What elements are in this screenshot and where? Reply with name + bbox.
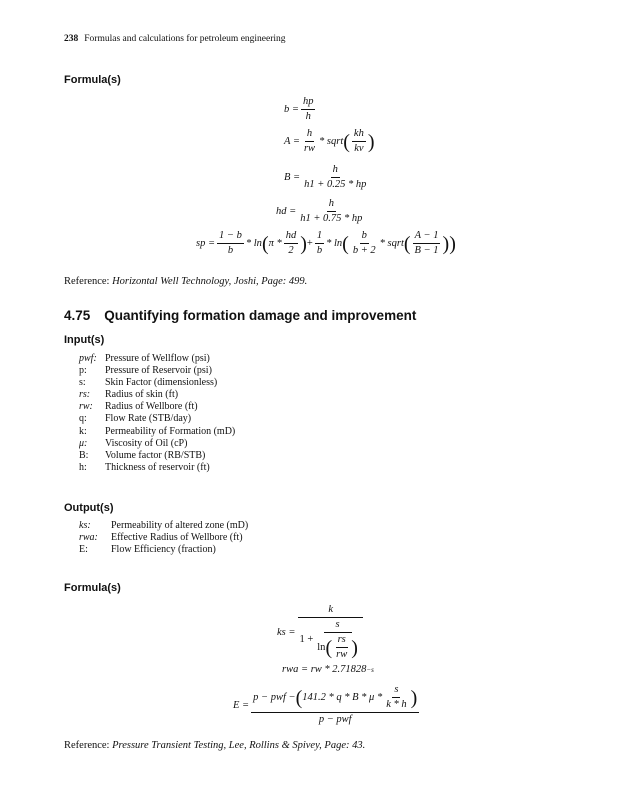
output-heading: Output(s)	[64, 502, 114, 514]
equation-ks: ks = k 1 + s ln ( $\frac{rs}{rw}$ )	[277, 604, 366, 661]
output-item: rwa: Effective Radius of Wellbore (ft)	[79, 532, 243, 544]
input-item: B: Volume factor (RB/STB)	[79, 449, 206, 461]
reference-2-source: Pressure Transient Testing, Lee, Rollins & Spivey, Page: 43.	[112, 740, 366, 751]
section-heading	[64, 308, 416, 323]
output-list	[79, 520, 248, 556]
section-number: 4.75	[64, 308, 91, 323]
equation-E: E = p − pwf − ( 141.2 * q * B * μ * $\frac{s}{k * h}$ ) p − pwf	[233, 684, 418, 725]
reference-2: Reference: Pressure Transient Testing, Lee, Rollins & Spivey, Page: 43.	[64, 740, 366, 751]
section-title: Quantifying formation damage and improvement	[104, 308, 417, 323]
equation-a: A = $\frac{h}{rw}$ * sqrt ( $\frac{kh}{kv}$ )	[284, 128, 375, 154]
formula-heading-2: Formula(s)	[64, 582, 121, 594]
input-item: p: Pressure of Reservoir (psi)	[79, 365, 212, 377]
reference-1: Reference: Horizontal Well Technology, Joshi, Page: 499.	[64, 276, 308, 287]
input-item: h: Thickness of reservoir (ft)	[79, 461, 210, 473]
input-item: k: Permeability of Formation (mD)	[79, 425, 236, 437]
equation-b: b = $\frac{hp}{h}$	[284, 96, 314, 122]
running-title: Formulas and calculations for petroleum engineering	[84, 34, 286, 44]
input-item: rw: Radius of Wellbore (ft)	[79, 401, 198, 413]
input-item: rs: Radius of skin (ft)	[79, 389, 179, 401]
reference-1-source: Horizontal Well Technology, Joshi, Page: 499.	[112, 276, 308, 287]
input-item: s: Skin Factor (dimensionless)	[79, 377, 218, 389]
running-header	[64, 34, 286, 44]
equation-sp: sp = $\frac{1 - b}{b}$ * ln ( π * $\frac{hd}{2}$ ) + $\frac{1}{b}$ * ln ( $\frac{b}{b + 2}$ * sqrt ( $\frac{A - 1}{B - 1}$ ))	[196, 230, 456, 256]
formula-heading-1: Formula(s)	[64, 74, 121, 86]
input-heading: Input(s)	[64, 334, 105, 346]
output-item: ks: Permeability of altered zone (mD)	[79, 520, 249, 531]
equation-B: B = $\frac{h}{h1 + 0.25 * hp}$	[284, 164, 367, 190]
equation-rwa: rwa = rw * 2.71828 −s	[282, 664, 374, 675]
output-item: E: Flow Efficiency (fraction)	[79, 544, 216, 556]
input-list	[79, 353, 235, 474]
page-number: 238	[64, 34, 79, 44]
equation-hd: hd = $\frac{h}{h1 + 0.75 * hp}$	[276, 198, 363, 224]
input-item: pwf: Pressure of Wellflow (psi)	[79, 353, 210, 364]
input-item: μ: Viscosity of Oil (cP)	[79, 437, 188, 449]
input-item: q: Flow Rate (STB/day)	[79, 413, 192, 425]
